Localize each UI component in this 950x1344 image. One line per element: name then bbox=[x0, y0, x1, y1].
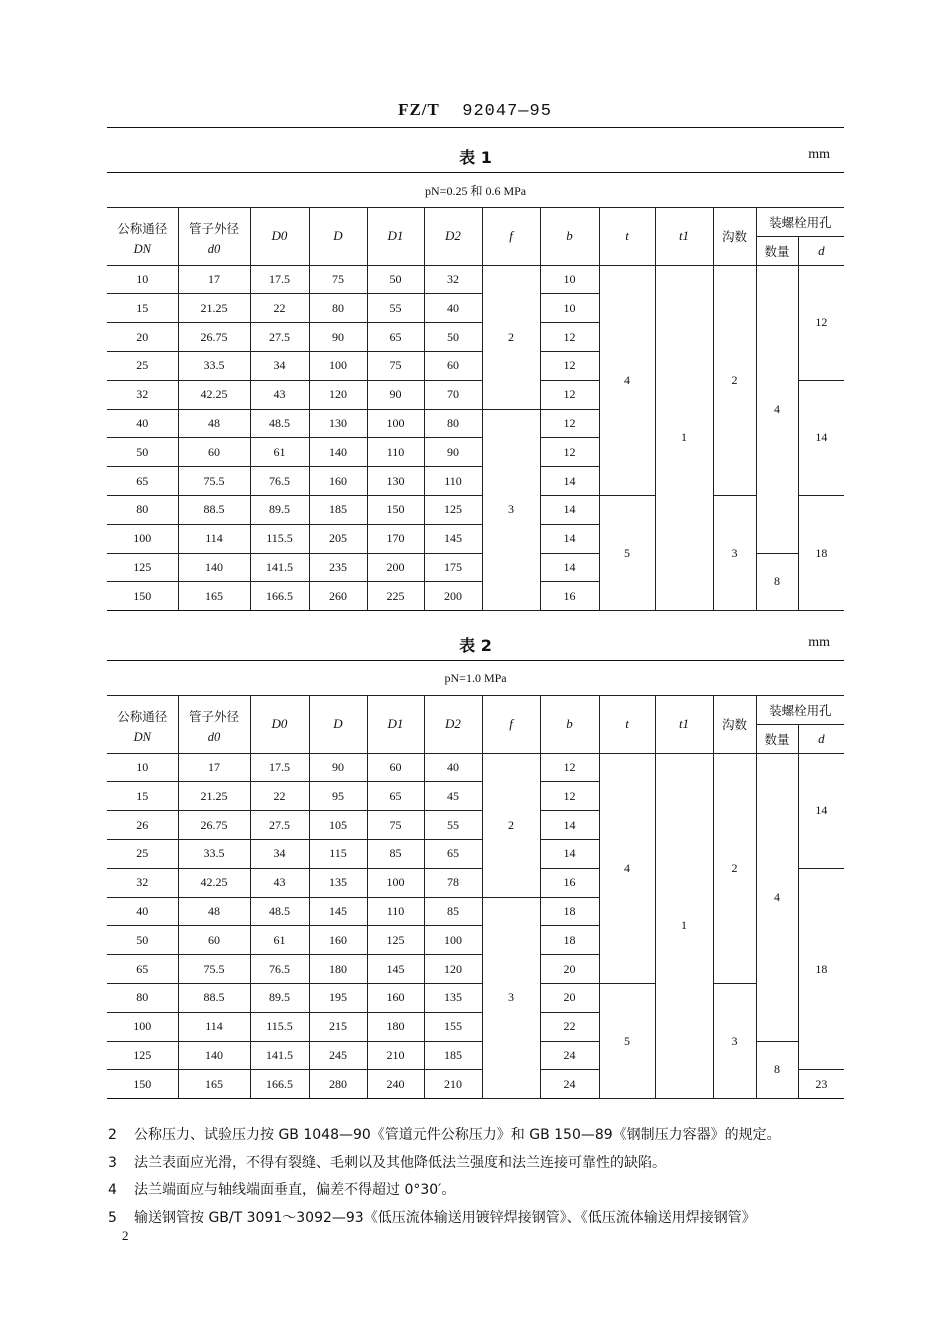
cell-D1: 50 bbox=[367, 265, 424, 294]
cell-D0: 17.5 bbox=[250, 265, 309, 294]
table-row bbox=[107, 495, 844, 524]
header-t: t bbox=[599, 208, 655, 266]
cell-b: 12 bbox=[540, 323, 599, 352]
cell-grooves: 2 bbox=[713, 265, 756, 495]
cell-D2: 32 bbox=[424, 265, 482, 294]
cell-d0: 48 bbox=[178, 409, 250, 438]
header-row bbox=[107, 696, 844, 725]
cell-D: 90 bbox=[309, 323, 367, 352]
cell-d0: 75.5 bbox=[178, 955, 250, 984]
header-d: D bbox=[309, 696, 367, 754]
cell-D: 120 bbox=[309, 380, 367, 409]
cell-d0: 48 bbox=[178, 897, 250, 926]
header-d0 bbox=[178, 696, 250, 754]
cell-dn: 80 bbox=[107, 495, 178, 524]
header-d: d bbox=[798, 724, 844, 753]
cell-D2: 100 bbox=[424, 926, 482, 955]
cell-D1: 65 bbox=[367, 782, 424, 811]
table-row bbox=[107, 753, 844, 782]
cell-D1: 225 bbox=[367, 582, 424, 611]
header-b: b bbox=[540, 208, 599, 266]
cell-dn: 80 bbox=[107, 983, 178, 1012]
cell-D1: 65 bbox=[367, 323, 424, 352]
cell-dn: 50 bbox=[107, 438, 178, 467]
cell-D0: 89.5 bbox=[250, 983, 309, 1012]
header-grooves: 沟数 bbox=[713, 696, 756, 754]
cell-d0: 114 bbox=[178, 1012, 250, 1041]
pressure-row bbox=[107, 173, 844, 208]
cell-D0: 166.5 bbox=[250, 1070, 309, 1099]
cell-d0: 165 bbox=[178, 582, 250, 611]
cell-b: 12 bbox=[540, 409, 599, 438]
header-count: 数量 bbox=[756, 236, 798, 265]
table1-caption: 表 1 bbox=[459, 148, 492, 167]
cell-grooves: 2 bbox=[713, 753, 756, 983]
document-header bbox=[0, 100, 950, 121]
cell-d0: 165 bbox=[178, 1070, 250, 1099]
cell-D2: 85 bbox=[424, 897, 482, 926]
cell-t1: 1 bbox=[655, 265, 713, 611]
cell-dn: 125 bbox=[107, 1041, 178, 1070]
cell-d0: 140 bbox=[178, 1041, 250, 1070]
cell-D: 160 bbox=[309, 467, 367, 496]
cell-D0: 141.5 bbox=[250, 553, 309, 582]
cell-D: 160 bbox=[309, 926, 367, 955]
cell-b: 24 bbox=[540, 1070, 599, 1099]
header-dn-symbol: DN bbox=[133, 729, 151, 744]
cell-D2: 110 bbox=[424, 467, 482, 496]
cell-dn: 65 bbox=[107, 467, 178, 496]
cell-D0: 76.5 bbox=[250, 955, 309, 984]
cell-D1: 145 bbox=[367, 955, 424, 984]
table2-unit: mm bbox=[808, 635, 830, 650]
cell-d0: 33.5 bbox=[178, 839, 250, 868]
cell-D0: 22 bbox=[250, 782, 309, 811]
cell-D1: 240 bbox=[367, 1070, 424, 1099]
cell-b: 14 bbox=[540, 495, 599, 524]
cell-dn: 26 bbox=[107, 811, 178, 840]
header-f: f bbox=[482, 696, 540, 754]
cell-dn: 15 bbox=[107, 782, 178, 811]
note-item: 4 法兰端面应与轴线端面垂直，偏差不得超过 0°30′。 bbox=[108, 1182, 456, 1198]
header-d0-symbol: d0 bbox=[207, 241, 221, 256]
cell-D2: 200 bbox=[424, 582, 482, 611]
cell-t: 4 bbox=[599, 265, 655, 495]
cell-D2: 145 bbox=[424, 524, 482, 553]
cell-D1: 85 bbox=[367, 839, 424, 868]
cell-grooves: 3 bbox=[713, 495, 756, 610]
cell-D1: 160 bbox=[367, 983, 424, 1012]
cell-D1: 110 bbox=[367, 438, 424, 467]
cell-d0: 26.75 bbox=[178, 811, 250, 840]
cell-d0: 42.25 bbox=[178, 380, 250, 409]
cell-t: 5 bbox=[599, 983, 655, 1098]
cell-d0: 17 bbox=[178, 753, 250, 782]
cell-D1: 110 bbox=[367, 897, 424, 926]
cell-D0: 27.5 bbox=[250, 323, 309, 352]
cell-grooves: 3 bbox=[713, 983, 756, 1098]
cell-b: 12 bbox=[540, 380, 599, 409]
header-d0-label: 管子外径 bbox=[188, 220, 239, 236]
cell-b: 20 bbox=[540, 955, 599, 984]
cell-dn: 100 bbox=[107, 524, 178, 553]
cell-D1: 75 bbox=[367, 351, 424, 380]
cell-b: 14 bbox=[540, 553, 599, 582]
header-d: d bbox=[798, 236, 844, 265]
cell-D2: 40 bbox=[424, 753, 482, 782]
header-d1: D1 bbox=[367, 208, 424, 266]
cell-dn: 15 bbox=[107, 294, 178, 323]
cell-D: 180 bbox=[309, 955, 367, 984]
pressure-label: pN=1.0 MPa bbox=[107, 661, 844, 696]
cell-D: 260 bbox=[309, 582, 367, 611]
header-d1: D1 bbox=[367, 696, 424, 754]
cell-D1: 130 bbox=[367, 467, 424, 496]
cell-dn: 32 bbox=[107, 380, 178, 409]
cell-D0: 43 bbox=[250, 380, 309, 409]
header-grooves: 沟数 bbox=[713, 208, 756, 266]
cell-d0: 60 bbox=[178, 926, 250, 955]
cell-D0: 34 bbox=[250, 351, 309, 380]
cell-D: 75 bbox=[309, 265, 367, 294]
cell-b: 10 bbox=[540, 294, 599, 323]
header-d2: D2 bbox=[424, 208, 482, 266]
cell-t: 5 bbox=[599, 495, 655, 610]
standard-code: FZ/T bbox=[398, 100, 440, 119]
table1-unit: mm bbox=[808, 147, 830, 162]
table2-caption: 表 2 bbox=[459, 636, 492, 655]
cell-b: 14 bbox=[540, 467, 599, 496]
cell-D: 80 bbox=[309, 294, 367, 323]
cell-b: 12 bbox=[540, 753, 599, 782]
cell-dn: 100 bbox=[107, 1012, 178, 1041]
header-d: D bbox=[309, 208, 367, 266]
header-t1: t1 bbox=[655, 696, 713, 754]
cell-D1: 200 bbox=[367, 553, 424, 582]
header-dn bbox=[107, 696, 178, 754]
cell-D2: 135 bbox=[424, 983, 482, 1012]
cell-count: 4 bbox=[756, 265, 798, 553]
cell-t1: 1 bbox=[655, 753, 713, 1099]
cell-b: 14 bbox=[540, 839, 599, 868]
cell-d: 23 bbox=[798, 1070, 844, 1099]
header-f: f bbox=[482, 208, 540, 266]
cell-D1: 100 bbox=[367, 868, 424, 897]
table-row bbox=[107, 265, 844, 294]
cell-dn: 150 bbox=[107, 1070, 178, 1099]
cell-D0: 43 bbox=[250, 868, 309, 897]
cell-b: 18 bbox=[540, 926, 599, 955]
cell-D2: 185 bbox=[424, 1041, 482, 1070]
cell-D0: 48.5 bbox=[250, 897, 309, 926]
cell-D0: 141.5 bbox=[250, 1041, 309, 1070]
cell-b: 16 bbox=[540, 582, 599, 611]
header-d0-label: 管子外径 bbox=[188, 708, 239, 724]
table-row bbox=[107, 983, 844, 1012]
cell-D1: 60 bbox=[367, 753, 424, 782]
cell-D2: 40 bbox=[424, 294, 482, 323]
cell-dn: 10 bbox=[107, 265, 178, 294]
notes-list bbox=[108, 1122, 848, 1232]
cell-D2: 125 bbox=[424, 495, 482, 524]
cell-f: 2 bbox=[482, 265, 540, 409]
cell-dn: 10 bbox=[107, 753, 178, 782]
cell-D: 105 bbox=[309, 811, 367, 840]
cell-D: 140 bbox=[309, 438, 367, 467]
header-bolt-holes: 装螺栓用孔 bbox=[756, 696, 844, 725]
cell-D1: 180 bbox=[367, 1012, 424, 1041]
cell-dn: 40 bbox=[107, 409, 178, 438]
cell-D1: 170 bbox=[367, 524, 424, 553]
header-d0: D0 bbox=[250, 208, 309, 266]
cell-D2: 70 bbox=[424, 380, 482, 409]
cell-count: 4 bbox=[756, 753, 798, 1041]
cell-D2: 175 bbox=[424, 553, 482, 582]
cell-D0: 34 bbox=[250, 839, 309, 868]
cell-D0: 27.5 bbox=[250, 811, 309, 840]
cell-D0: 22 bbox=[250, 294, 309, 323]
cell-b: 20 bbox=[540, 983, 599, 1012]
cell-d0: 33.5 bbox=[178, 351, 250, 380]
cell-d0: 88.5 bbox=[178, 495, 250, 524]
cell-d0: 21.25 bbox=[178, 782, 250, 811]
cell-b: 24 bbox=[540, 1041, 599, 1070]
header-t: t bbox=[599, 696, 655, 754]
header-count: 数量 bbox=[756, 724, 798, 753]
cell-D0: 17.5 bbox=[250, 753, 309, 782]
cell-d0: 17 bbox=[178, 265, 250, 294]
cell-d0: 114 bbox=[178, 524, 250, 553]
standard-number: 92047—95 bbox=[462, 102, 552, 121]
cell-D1: 55 bbox=[367, 294, 424, 323]
header-d2: D2 bbox=[424, 696, 482, 754]
cell-b: 22 bbox=[540, 1012, 599, 1041]
cell-D0: 48.5 bbox=[250, 409, 309, 438]
cell-f: 3 bbox=[482, 897, 540, 1099]
cell-d0: 60 bbox=[178, 438, 250, 467]
cell-count: 8 bbox=[756, 553, 798, 611]
cell-D2: 80 bbox=[424, 409, 482, 438]
cell-D2: 155 bbox=[424, 1012, 482, 1041]
pressure-label: pN=0.25 和 0.6 MPa bbox=[107, 173, 844, 208]
cell-D: 205 bbox=[309, 524, 367, 553]
cell-D: 235 bbox=[309, 553, 367, 582]
cell-b: 18 bbox=[540, 897, 599, 926]
cell-b: 12 bbox=[540, 438, 599, 467]
cell-D: 95 bbox=[309, 782, 367, 811]
cell-D2: 65 bbox=[424, 839, 482, 868]
cell-b: 16 bbox=[540, 868, 599, 897]
cell-b: 10 bbox=[540, 265, 599, 294]
cell-d0: 75.5 bbox=[178, 467, 250, 496]
note-item: 5 输送钢管按 GB/T 3091～3092—93《低压流体输送用镀锌焊接钢管》、《低压流体输送用焊接钢管》 bbox=[108, 1209, 756, 1226]
header-rule bbox=[107, 127, 844, 128]
pressure-row bbox=[107, 661, 844, 696]
cell-t: 4 bbox=[599, 753, 655, 983]
cell-dn: 25 bbox=[107, 839, 178, 868]
cell-D0: 61 bbox=[250, 926, 309, 955]
cell-d: 12 bbox=[798, 265, 844, 380]
cell-D1: 100 bbox=[367, 409, 424, 438]
cell-D2: 55 bbox=[424, 811, 482, 840]
cell-D: 195 bbox=[309, 983, 367, 1012]
cell-D1: 150 bbox=[367, 495, 424, 524]
cell-d: 18 bbox=[798, 868, 844, 1070]
header-b: b bbox=[540, 696, 599, 754]
header-bolt-holes: 装螺栓用孔 bbox=[756, 208, 844, 237]
header-dn bbox=[107, 208, 178, 266]
cell-d: 14 bbox=[798, 380, 844, 495]
cell-d0: 140 bbox=[178, 553, 250, 582]
cell-D1: 125 bbox=[367, 926, 424, 955]
cell-d: 18 bbox=[798, 495, 844, 610]
cell-D2: 60 bbox=[424, 351, 482, 380]
cell-dn: 20 bbox=[107, 323, 178, 352]
cell-D: 130 bbox=[309, 409, 367, 438]
cell-b: 14 bbox=[540, 524, 599, 553]
header-d0: D0 bbox=[250, 696, 309, 754]
cell-D0: 166.5 bbox=[250, 582, 309, 611]
cell-D2: 50 bbox=[424, 323, 482, 352]
cell-d0: 26.75 bbox=[178, 323, 250, 352]
cell-dn: 25 bbox=[107, 351, 178, 380]
note-item: 2 公称压力、试验压力按 GB 1048—90《管道元件公称压力》和 GB 150—89《钢制压力容器》的规定。 bbox=[108, 1127, 781, 1143]
cell-D1: 75 bbox=[367, 811, 424, 840]
cell-D: 185 bbox=[309, 495, 367, 524]
header-row bbox=[107, 208, 844, 237]
note-item: 3 法兰表面应光滑，不得有裂缝、毛刺以及其他降低法兰强度和法兰连接可靠性的缺陷。 bbox=[108, 1154, 666, 1171]
header-d0-symbol: d0 bbox=[207, 729, 221, 744]
cell-dn: 40 bbox=[107, 897, 178, 926]
cell-dn: 65 bbox=[107, 955, 178, 984]
header-t1: t1 bbox=[655, 208, 713, 266]
cell-D0: 76.5 bbox=[250, 467, 309, 496]
cell-d0: 42.25 bbox=[178, 868, 250, 897]
cell-dn: 50 bbox=[107, 926, 178, 955]
cell-dn: 150 bbox=[107, 582, 178, 611]
cell-D: 100 bbox=[309, 351, 367, 380]
table2-caption-bar bbox=[107, 631, 844, 657]
cell-dn: 32 bbox=[107, 868, 178, 897]
cell-count: 8 bbox=[756, 1041, 798, 1099]
cell-b: 12 bbox=[540, 782, 599, 811]
table1 bbox=[107, 172, 844, 611]
cell-d0: 21.25 bbox=[178, 294, 250, 323]
page-number: 2 bbox=[122, 1228, 129, 1243]
cell-d0: 88.5 bbox=[178, 983, 250, 1012]
cell-D0: 115.5 bbox=[250, 1012, 309, 1041]
header-dn-label: 公称通径 bbox=[117, 708, 168, 724]
cell-D: 215 bbox=[309, 1012, 367, 1041]
table2 bbox=[107, 660, 844, 1099]
cell-D0: 89.5 bbox=[250, 495, 309, 524]
cell-D2: 120 bbox=[424, 955, 482, 984]
cell-D: 115 bbox=[309, 839, 367, 868]
cell-d: 14 bbox=[798, 753, 844, 868]
cell-D2: 78 bbox=[424, 868, 482, 897]
cell-D0: 61 bbox=[250, 438, 309, 467]
cell-D: 135 bbox=[309, 868, 367, 897]
cell-D1: 90 bbox=[367, 380, 424, 409]
header-d0 bbox=[178, 208, 250, 266]
cell-D: 145 bbox=[309, 897, 367, 926]
cell-D2: 45 bbox=[424, 782, 482, 811]
cell-D2: 90 bbox=[424, 438, 482, 467]
cell-D0: 115.5 bbox=[250, 524, 309, 553]
cell-D1: 210 bbox=[367, 1041, 424, 1070]
cell-D: 280 bbox=[309, 1070, 367, 1099]
cell-b: 14 bbox=[540, 811, 599, 840]
cell-dn: 125 bbox=[107, 553, 178, 582]
cell-f: 2 bbox=[482, 753, 540, 897]
header-dn-symbol: DN bbox=[133, 241, 151, 256]
cell-f: 3 bbox=[482, 409, 540, 611]
cell-D: 90 bbox=[309, 753, 367, 782]
header-dn-label: 公称通径 bbox=[117, 220, 168, 236]
cell-D: 245 bbox=[309, 1041, 367, 1070]
cell-b: 12 bbox=[540, 351, 599, 380]
table1-caption-bar bbox=[107, 143, 844, 169]
cell-D2: 210 bbox=[424, 1070, 482, 1099]
